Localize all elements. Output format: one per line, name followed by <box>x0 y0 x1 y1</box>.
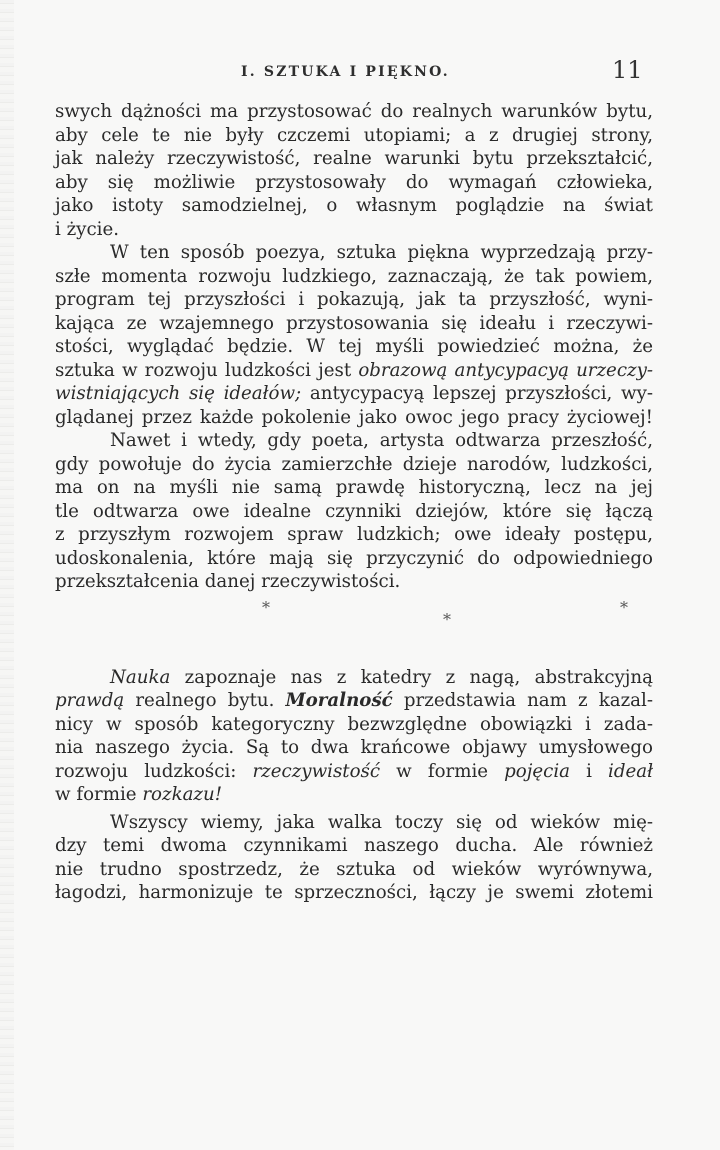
text-line: program tej przyszłości i pokazują, jak ta przyszłość, wyni- <box>55 289 653 310</box>
asterisk-ornament: * <box>262 597 270 617</box>
text-line: przekształcenia danej rzeczywistości. <box>55 571 401 592</box>
text-line: jako istoty samodzielnej, o własnym poglądzie na świat <box>55 195 653 216</box>
text-run: w formie <box>380 760 505 782</box>
text-run: i <box>570 760 609 782</box>
italic-emphasis: ideał <box>608 760 653 782</box>
text-line: udoskonalenia, które mają się przyczynić do odpowiedniego <box>55 547 653 569</box>
section-break <box>55 594 653 666</box>
text-line: nia naszego życia. Są to dwa krańcowe objawy umysłowego <box>55 737 653 758</box>
asterisk-ornament: * <box>620 597 628 617</box>
text-run: rozwoju ludzkości: <box>55 760 253 782</box>
text-line <box>55 760 653 784</box>
text-line <box>55 382 653 406</box>
text-run: w formie <box>55 784 143 805</box>
text-line: glądanej przez każde pokolenie jako owoc jego pracy życiowej! <box>55 406 653 428</box>
italic-emphasis: wistniających się ideałów; <box>55 383 302 404</box>
italic-emphasis: rozkazu! <box>142 784 223 805</box>
text-line: stości, wyglądać będzie. W tej myśli powiedzieć można, że <box>55 336 653 357</box>
text-line <box>55 689 653 713</box>
paragraph <box>55 241 653 429</box>
text-line: nicy w sposób kategoryczny bezwzględne obowiązki i zada- <box>55 713 653 735</box>
text-line: W ten sposób poezya, sztuka piękna wyprzedzają przy- <box>110 242 653 263</box>
text-line: kająca ze wzajemnego przystosowania się ideału i rzeczywi- <box>55 312 653 334</box>
italic-emphasis: prawdą <box>55 690 125 711</box>
italic-emphasis: obrazową antycypacyą urzeczy- <box>358 359 654 381</box>
italic-emphasis: rzeczywistość <box>252 760 381 782</box>
text-line: szłe momenta rozwoju ludzkiego, zaznaczają, że tak powiem, <box>55 265 653 287</box>
page-number: 11 <box>612 56 643 84</box>
text-line <box>55 666 653 690</box>
text-run: realnego bytu. <box>124 690 286 711</box>
body-text <box>55 100 653 905</box>
bold-italic-emphasis: Moralność <box>285 690 393 711</box>
paragraph <box>55 666 653 807</box>
text-run: sztuka w rozwoju ludzkości jest <box>55 359 359 381</box>
paragraph <box>55 100 653 241</box>
text-line: aby się możliwie przystosowały do wymagań człowieka, <box>55 171 653 193</box>
text-line: i życie. <box>55 218 120 240</box>
text-line: łagodzi, harmonizuje te sprzeczności, łączy je swemi złotemi <box>55 882 653 903</box>
page-header <box>0 58 720 88</box>
text-line: z przyszłym rozwojem spraw ludzkich; owe ideały postępu, <box>55 524 653 545</box>
text-line: Nawet i wtedy, gdy poeta, artysta odtwarza przeszłość, <box>110 430 653 451</box>
text-line: nie trudno spostrzedz, że sztuka od wieków wyrównywa, <box>55 858 653 880</box>
page-edge <box>0 0 14 1150</box>
text-line: dzy temi dwoma czynnikami naszego ducha. Ale również <box>55 835 653 856</box>
text-line: aby cele te nie były czczemi utopiami; a z drugiej strony, <box>55 124 653 146</box>
text-line: swych dążności ma przystosować do realnych warunków bytu, <box>55 101 653 122</box>
running-title: I. SZTUKA I PIĘKNO. <box>241 64 450 80</box>
text-line <box>55 359 653 383</box>
text-line: gdy powołuje do życia zamierzchłe dzieje narodów, ludzkości, <box>55 453 653 475</box>
text-line: Wszyscy wiemy, jaka walka toczy się od wieków mię- <box>110 811 653 833</box>
text-line: tle odtwarza owe idealne czynniki dziejów, które się łączą <box>55 500 653 522</box>
paragraph <box>55 429 653 594</box>
italic-emphasis: Nauka <box>110 666 171 688</box>
text-run: zapoznaje nas z katedry z nagą, abstrakcyjną <box>170 666 653 688</box>
asterisk-ornament: * <box>443 609 451 629</box>
text-line: jak należy rzeczywistość, realne warunki bytu przekształcić, <box>55 148 653 169</box>
text-line <box>55 783 653 807</box>
text-line: ma on na myśli nie samą prawdę historyczną, lecz na jej <box>55 477 653 498</box>
italic-emphasis: pojęcia <box>504 760 570 782</box>
paragraph <box>55 811 653 905</box>
text-run: przedstawia nam z kazal- <box>392 690 653 711</box>
text-run: antycypacyą lepszej przyszłości, wy- <box>301 383 654 404</box>
